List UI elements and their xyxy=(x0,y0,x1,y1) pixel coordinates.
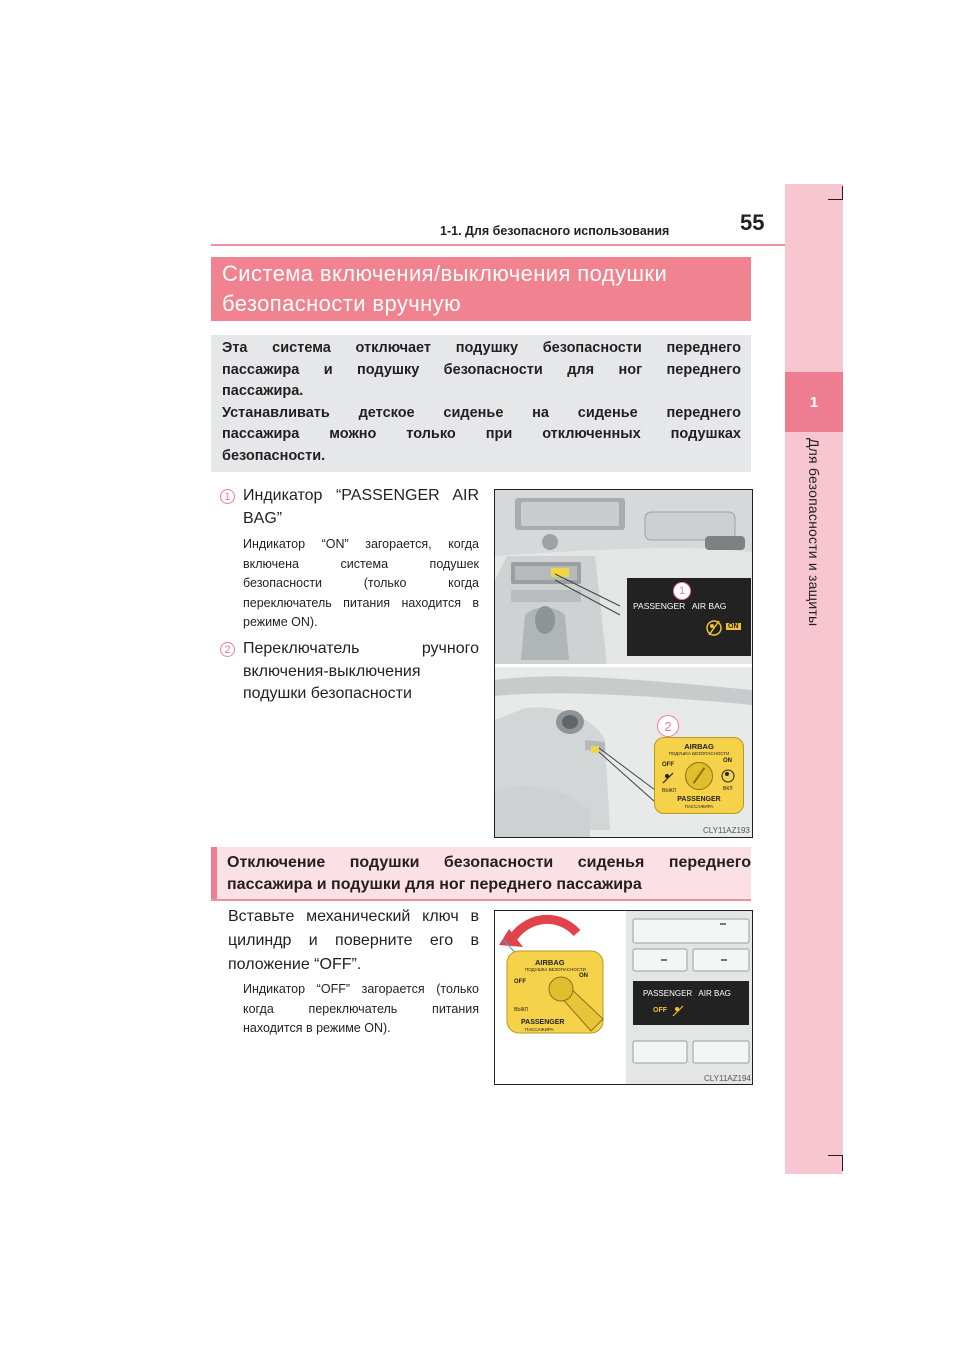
figure-code: CLY11AZ193 xyxy=(703,826,750,835)
section2-description xyxy=(243,980,479,1039)
item-title-line: Переключатель ручного xyxy=(243,640,479,657)
switch-label-off-ru: ВЫКЛ xyxy=(514,1007,528,1013)
desc-line: включена система подушек xyxy=(243,556,479,571)
item-title-line: Индикатор “PASSENGER AIR xyxy=(243,487,479,504)
instruction-line: цилиндр и поверните его в xyxy=(228,932,479,949)
airbag-off-icon xyxy=(661,771,675,785)
header-rule xyxy=(211,244,785,246)
key-slot xyxy=(693,767,706,784)
switch-label-airbag-ru: ПОДУШКА БЕЗОПАСНОСТИ xyxy=(668,751,730,756)
switch-label-off-ru: ВЫКЛ xyxy=(662,788,676,794)
section2-title-line: Отключение подушки безопасности сиденья переднего xyxy=(227,854,751,871)
crop-mark xyxy=(828,1155,843,1156)
desc-line: Индикатор “ON” загорается, когда xyxy=(243,537,479,551)
desc-line: переключатель питания находится в xyxy=(243,595,479,610)
section-title-line: Система включения/выключения подушки xyxy=(222,261,668,286)
airbag-off-icon xyxy=(671,1004,685,1018)
switch-label-off: OFF xyxy=(662,762,674,768)
instruction-line: положение “OFF”. xyxy=(228,956,362,973)
intro-line: безопасности. xyxy=(222,447,326,464)
switch-label-on: ON xyxy=(579,973,588,979)
running-header: 1-1. Для безопасного использования xyxy=(440,224,670,238)
item-title-line: включения-выключения xyxy=(243,662,421,680)
item-1-description xyxy=(243,535,479,633)
chapter-number-box xyxy=(785,372,843,432)
switch-label-passenger-ru: ПАССАЖИРА xyxy=(525,1027,554,1032)
airbag-off-icon xyxy=(704,619,724,637)
intro-line: пассажира и подушку безопасности для ног переднего xyxy=(222,361,741,378)
switch-label-on: ON xyxy=(723,758,732,764)
intro-line: Эта система отключает подушку безопасности переднего xyxy=(222,340,741,356)
airbag-on-icon xyxy=(721,769,735,783)
desc-line: когда переключатель питания xyxy=(243,1001,479,1016)
side-tab-strip xyxy=(785,184,843,1174)
crop-mark xyxy=(828,199,843,200)
figure-code: CLY11AZ194 xyxy=(704,1074,751,1083)
key-cylinder[interactable] xyxy=(685,762,713,790)
intro-line: пассажира. xyxy=(222,383,304,400)
indicator-panel xyxy=(633,981,749,1025)
section-title-manual-airbag-switch xyxy=(211,257,751,321)
switch-label-passenger-ru: ПАССАЖИРА xyxy=(684,804,714,809)
page-number: 55 xyxy=(740,210,765,235)
item-2-title xyxy=(243,638,479,706)
desc-line: Индикатор “OFF” загорается (только xyxy=(243,982,479,996)
airbag-switch-panel xyxy=(654,737,744,814)
indicator-off-lamp: OFF xyxy=(653,1007,667,1014)
desc-line: находится в режиме ON). xyxy=(243,1021,391,1035)
section-title-line: безопасности вручную xyxy=(222,291,461,316)
switch-label-on-ru: ВКЛ xyxy=(723,786,733,792)
figure-callout-1: 1 xyxy=(673,582,691,600)
item-1-title xyxy=(243,485,479,530)
chapter-title-vertical xyxy=(785,438,843,668)
switch-label-airbag-ru: ПОДУШКА БЕЗОПАСНОСТИ xyxy=(525,967,586,972)
switch-label-passenger: PASSENGER xyxy=(521,1019,565,1026)
crop-mark xyxy=(842,1155,843,1171)
desc-line: режиме ON). xyxy=(243,615,318,629)
indicator-on-lamp: ON xyxy=(728,623,739,630)
intro-line: пассажира можно только при отключенных подушках xyxy=(222,426,741,443)
desc-line: безопасности (только когда xyxy=(243,576,479,590)
section2-rule xyxy=(211,899,751,901)
chapter-number: 1 xyxy=(809,393,819,411)
intro-line: Устанавливать детское сиденье на сиденье переднего xyxy=(222,404,741,421)
switch-label-passenger: PASSENGER xyxy=(677,796,721,803)
figure-turn-key-off xyxy=(494,910,753,1085)
item-number-2: 2 xyxy=(220,642,235,657)
item-title-line: BAG” xyxy=(243,509,283,527)
section2-instruction xyxy=(228,905,479,977)
crop-mark xyxy=(842,186,843,200)
intro-note-box xyxy=(211,335,751,472)
figure-callout-2: 2 xyxy=(657,715,679,737)
chapter-title: Для безопасности и защиты xyxy=(806,438,822,627)
indicator-label: PASSENGER AIR BAG xyxy=(633,601,727,611)
item-title-line: подушки безопасности xyxy=(243,685,412,702)
instruction-line: Вставьте механический ключ в xyxy=(228,908,479,925)
item-number-1: 1 xyxy=(220,489,235,504)
switch-label-airbag: AIRBAG xyxy=(684,742,714,751)
section-title-disable-airbag xyxy=(211,847,751,899)
section2-title-line: пассажира и подушки для ног переднего пассажира xyxy=(227,876,642,893)
figure-airbag-indicator-and-switch xyxy=(494,489,753,838)
switch-label-off: OFF xyxy=(514,979,526,985)
switch-label-airbag: AIRBAG xyxy=(535,958,565,967)
indicator-label: PASSENGER AIR BAG xyxy=(643,989,731,998)
